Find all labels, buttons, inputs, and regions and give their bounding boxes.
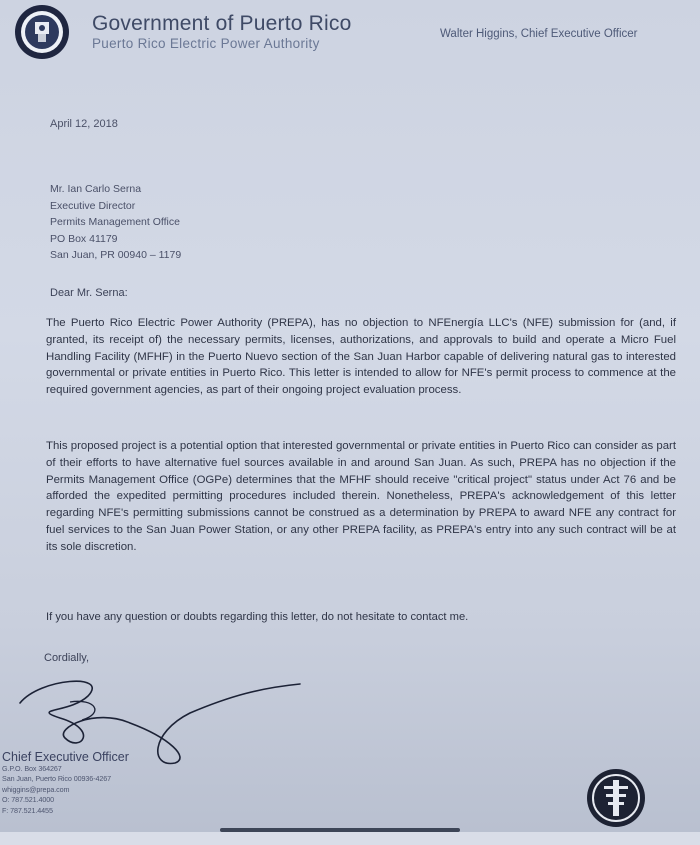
letterhead-agency: Puerto Rico Electric Power Authority	[92, 36, 320, 51]
footer-line: G.P.O. Box 364267	[2, 764, 62, 773]
recipient-line: PO Box 41179	[50, 232, 118, 245]
footer-line: O: 787.521.4000	[2, 795, 55, 805]
body-paragraph-1: The Puerto Rico Electric Power Authority (PREPA), has no objection to NFEnergía LLC's (NFE) submission for (and, if granted, its receipt of) the necessary permits, licenses, authorizations, and approvals to build and operate a Micro Fuel Handling Facility (MFHF) in the Puerto Nuevo section of the San Juan Harbor capable of delivering natural gas to interested governmental or private entities in Puerto Rico. This letter is intended to allow for NFE's permit process to commence at the required government agencies, as part of their ongoing project evaluation process.	[46, 317, 676, 397]
salutation: Dear Mr. Serna:	[50, 287, 128, 299]
recipient-line: Executive Director	[50, 199, 136, 212]
footer-contact	[2, 750, 129, 816]
closing: Cordially,	[44, 652, 90, 664]
letterhead-government: Government of Puerto Rico	[92, 12, 352, 35]
footer-line: F: 787.521.4455	[2, 805, 53, 815]
prepa-logo-icon	[586, 768, 646, 828]
footer-title: Chief Executive Officer	[2, 750, 129, 764]
body-paragraph-2: This proposed project is a potential option that interested governmental or private entities in Puerto Rico can consider as part of their efforts to have alternative fuel sources available in and around San Juan. As such, PREPA has no objection if the Permits Management Office (OGPe) determines that the MFHF should receive "critical project" status under Act 76 and be afforded the expedited permitting procedures included therein. Nonetheless, PREPA's acknowledgement of this letter regarding NFE's permitting submissions cannot be construed as a determination by PREPA to award NFE any contract for fuel services to the San Juan Power Station, or any other PREPA facility, as PREPA's entry into any such contract will be at its sole discretion.	[46, 440, 676, 553]
recipient-address	[50, 181, 181, 264]
puerto-rico-seal-icon	[14, 4, 70, 60]
letterhead-ceo: Walter Higgins, Chief Executive Officer	[440, 28, 638, 40]
recipient-line: Permits Management Office	[50, 216, 180, 228]
body-paragraph-3: If you have any question or doubts regarding this letter, do not hesitate to contact me.	[46, 611, 469, 623]
footer-line: San Juan, Puerto Rico 00936-4267	[2, 774, 112, 784]
scroll-indicator	[220, 828, 460, 832]
recipient-line: Mr. Ian Carlo Serna	[50, 183, 142, 195]
letter-date: April 12, 2018	[50, 118, 118, 130]
recipient-line: San Juan, PR 00940 – 1179	[50, 249, 182, 261]
footer-line: whiggins@prepa.com	[2, 784, 70, 794]
